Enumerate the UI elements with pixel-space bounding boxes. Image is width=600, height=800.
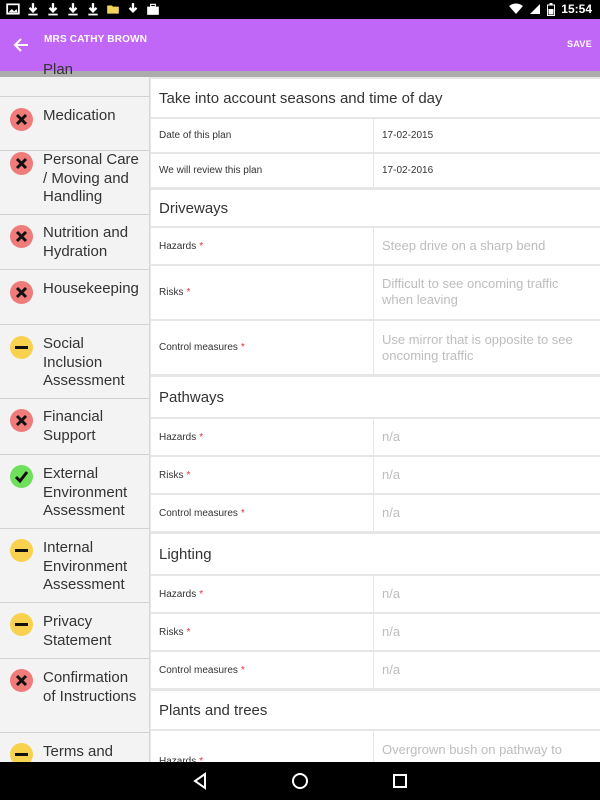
field-label (151, 228, 374, 264)
date-of-plan-value[interactable]: 17-02-2015 (382, 129, 434, 141)
sidebar-item-personal-care[interactable] (0, 151, 149, 215)
risks-input[interactable]: Difficult to see oncoming traffic when leaving (382, 276, 559, 307)
sidebar-item-social-inclusion[interactable] (0, 325, 149, 399)
date-of-plan-row (151, 119, 600, 152)
required-marker: * (240, 342, 245, 353)
sidebar-item-label: Financial Support (43, 408, 104, 444)
required-marker: * (199, 588, 204, 600)
sidebar-item-label: Terms and (43, 743, 114, 760)
recents-square-icon[interactable] (390, 771, 410, 791)
field-label-text: Hazards (159, 588, 197, 600)
required-marker: * (240, 664, 245, 676)
image-icon (6, 2, 20, 16)
section-title: Lighting (151, 534, 600, 574)
notification-icons (6, 2, 160, 16)
error-x-icon (10, 669, 33, 692)
error-x-icon (10, 108, 33, 131)
field-label (151, 321, 374, 374)
field-label (151, 419, 374, 455)
section-title: Plants and trees (151, 691, 600, 729)
sidebar-item-label: Personal Care / Moving and Handling (43, 151, 139, 205)
field-label-text: Hazards (159, 240, 197, 252)
status-time: 15:54 (561, 2, 592, 16)
field-label-text: Control measures (159, 507, 238, 519)
partial-dash-icon (10, 539, 33, 562)
field-label-text: Control measures (159, 664, 238, 676)
partial-dash-icon (10, 336, 33, 359)
sidebar-item-medication[interactable] (0, 97, 149, 151)
field-label-text: Control measures (159, 342, 238, 353)
back-triangle-icon[interactable] (190, 771, 210, 791)
wifi-icon (509, 3, 523, 15)
briefcase-icon (146, 2, 160, 16)
save-button[interactable]: SAVE (566, 39, 592, 49)
risks-row (151, 457, 600, 493)
hazards-input[interactable]: n/a (382, 429, 401, 444)
partial-dash-icon (10, 613, 33, 636)
risks-input[interactable]: n/a (382, 624, 401, 639)
required-marker: * (199, 240, 204, 252)
field-label (151, 266, 374, 319)
battery-icon (547, 3, 555, 16)
control-measures-input[interactable]: n/a (382, 662, 401, 677)
field-label: Date of this plan (151, 119, 374, 152)
download-icon (46, 2, 60, 16)
control-measures-input[interactable]: Use mirror that is opposite to see oncoming traffic (382, 332, 573, 363)
field-label-text: Risks (159, 469, 184, 481)
signal-icon (529, 3, 541, 15)
sidebar-item-label: Medication (43, 107, 116, 124)
required-marker: * (186, 469, 191, 481)
sidebar-item-label: Confirmation of Instructions (43, 669, 137, 705)
sidebar-item-confirmation[interactable] (0, 659, 149, 733)
sidebar-item-external-environment[interactable] (0, 455, 149, 529)
sidebar-item-housekeeping[interactable] (0, 270, 149, 325)
error-x-icon (10, 409, 33, 432)
hazards-input[interactable]: Overgrown bush on pathway to (382, 742, 562, 757)
review-date-value[interactable]: 17-02-2016 (382, 164, 434, 176)
field-label (151, 457, 374, 493)
sidebar-item-privacy-statement[interactable] (0, 603, 149, 659)
control-measures-row (151, 321, 600, 374)
sidebar-item-label: Housekeeping (43, 280, 139, 297)
hazards-row (151, 576, 600, 612)
sidebar-item-label: Social Inclusion Assessment (43, 335, 125, 389)
required-marker: * (240, 507, 245, 519)
required-marker: * (199, 431, 204, 443)
field-label (151, 652, 374, 688)
folder-icon (106, 2, 120, 16)
field-label-text: Hazards (159, 431, 197, 443)
sidebar-item-label: Nutrition and Hydration (43, 224, 129, 260)
control-measures-row (151, 652, 600, 688)
hazards-row (151, 419, 600, 455)
intro-text: Take into account seasons and time of day (151, 79, 600, 117)
sidebar-item-plan[interactable] (0, 61, 149, 97)
field-label (151, 614, 374, 650)
required-marker: * (186, 626, 191, 638)
back-arrow-icon[interactable] (12, 35, 32, 55)
control-measures-row (151, 495, 600, 531)
system-status (509, 2, 592, 16)
risks-input[interactable]: n/a (382, 467, 401, 482)
error-x-icon (10, 152, 33, 175)
required-marker: * (186, 287, 191, 298)
download-icon (126, 2, 140, 16)
plan-form (151, 77, 600, 762)
review-date-row (151, 154, 600, 187)
hazards-input[interactable]: Steep drive on a sharp bend (382, 238, 546, 253)
status-bar (0, 0, 600, 19)
sidebar-item-internal-environment[interactable] (0, 529, 149, 603)
sidebar-item-nutrition[interactable] (0, 215, 149, 270)
control-measures-input[interactable]: n/a (382, 505, 401, 520)
sidebar-item-financial-support[interactable] (0, 399, 149, 455)
field-label-text: Risks (159, 287, 184, 298)
sidebar-item-label: Plan (43, 61, 74, 78)
sidebar-item-label: Privacy Statement (43, 613, 112, 649)
field-label-text: Risks (159, 626, 184, 638)
download-icon (66, 2, 80, 16)
page-title: MRS CATHY BROWN (44, 34, 148, 45)
download-icon (26, 2, 40, 16)
complete-check-icon (10, 465, 33, 488)
error-x-icon (10, 225, 33, 248)
risks-row (151, 266, 600, 319)
sidebar-item-label: Internal Environment Assessment (43, 539, 128, 593)
sidebar (0, 61, 150, 762)
field-label (151, 495, 374, 531)
section-title: Driveways (151, 190, 600, 226)
hazards-row (151, 228, 600, 264)
error-x-icon (10, 281, 33, 304)
section-title: Pathways (151, 377, 600, 417)
hazards-input[interactable]: n/a (382, 586, 401, 601)
sidebar-item-label: External Environment Assessment (43, 465, 128, 519)
field-label: We will review this plan (151, 154, 374, 187)
home-circle-icon[interactable] (290, 771, 310, 791)
navigation-bar (0, 762, 600, 800)
download-icon (86, 2, 100, 16)
risks-row (151, 614, 600, 650)
field-label (151, 576, 374, 612)
